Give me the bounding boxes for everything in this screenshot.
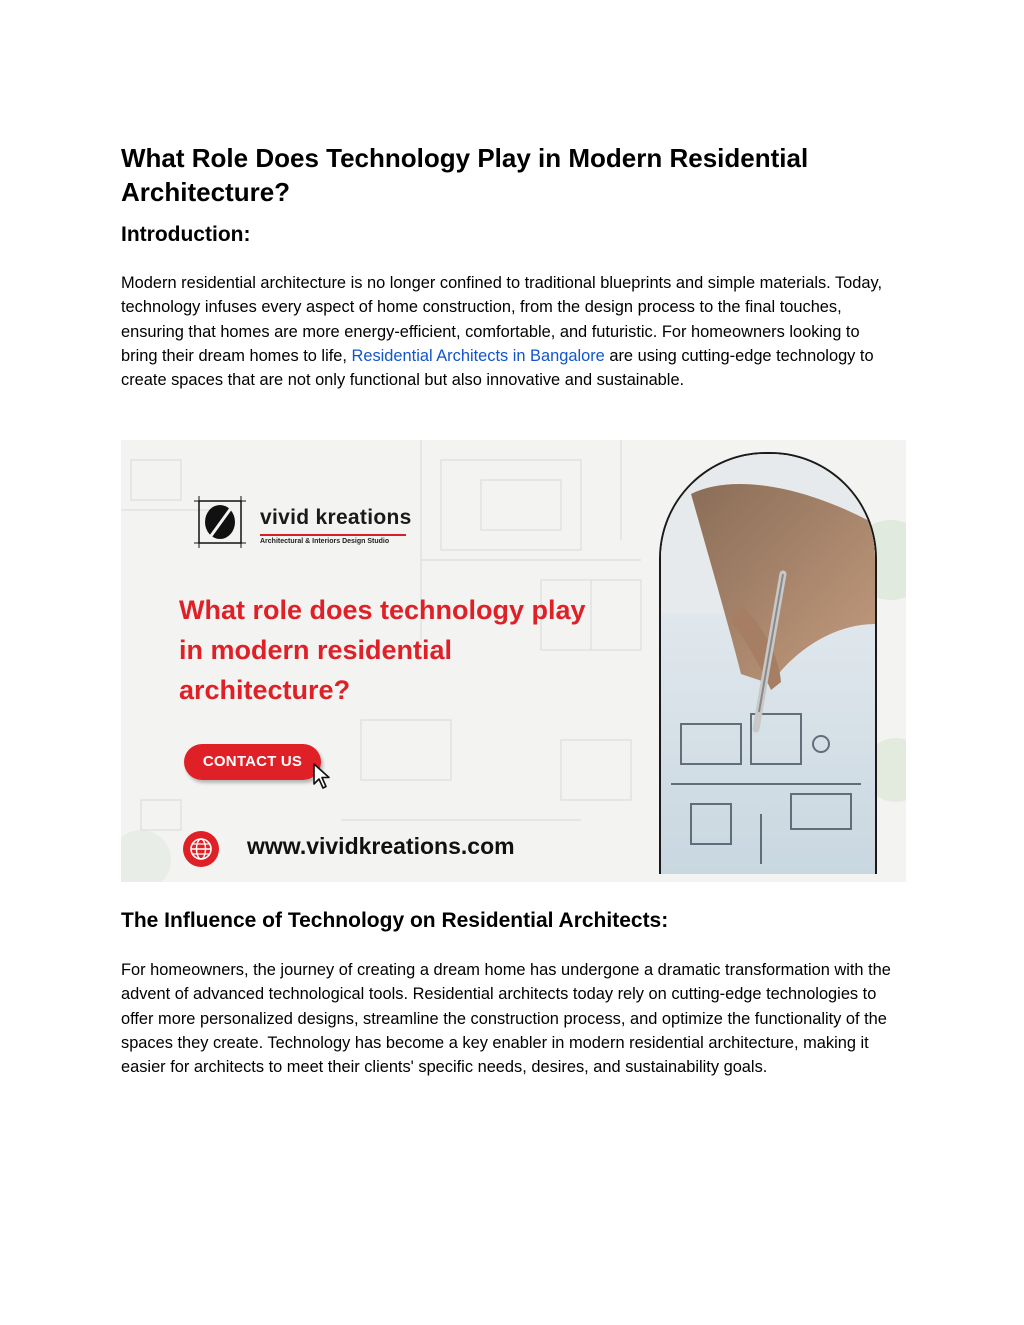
intro-text-after-link: are using cutting-edge technology to create spaces that are not only functional but also innovative and sustainable. xyxy=(121,346,874,390)
intro-paragraph xyxy=(121,271,896,392)
section-paragraph: For homeowners, the journey of creating a dream home has undergone a dramatic transformation with the advent of advanced technological tools. Residential architects today rely on cutting-edge technologies to offer more personalized designs, streamline the construction process, and optimize the functionality of the spaces they create. Technology has become a key enabler in modern residential architecture, making it easier for architects to meet their clients' specific needs, desires, and sustainability goals. xyxy=(121,961,891,1077)
brand-name: vivid kreations xyxy=(260,506,412,529)
banner-headline: What role does technology play in modern residential architecture? xyxy=(179,595,586,705)
logo-mark-icon xyxy=(194,496,246,548)
globe-icon xyxy=(182,830,220,868)
architect-photo xyxy=(659,452,877,874)
banner-image xyxy=(121,440,906,882)
brand-tagline: Architectural & Interiors Design Studio xyxy=(260,538,390,545)
hand-drawing-illustration xyxy=(661,454,875,874)
contact-us-button[interactable]: CONTACT US xyxy=(184,744,321,780)
section-heading: The Influence of Technology on Residential Architects: xyxy=(121,909,669,932)
website-url: www.vividkreations.com xyxy=(247,833,515,859)
intro-heading: Introduction: xyxy=(121,223,251,246)
intro-text-before-link: Modern residential architecture is no longer confined to traditional blueprints and simple materials. Today, technology infuses every aspect of home construction, from the design process to the final touches, ensuring that homes are more energy-efficient, comfortable, and futuristic. For homeowners looking to bring their dream homes to life, xyxy=(121,274,883,365)
brand-underline xyxy=(260,534,406,536)
page-title: What Role Does Technology Play in Modern Residential Architecture? xyxy=(121,143,809,207)
cursor-icon xyxy=(311,762,333,790)
brand-logo xyxy=(194,496,414,554)
residential-architects-link[interactable]: Residential Architects in Bangalore xyxy=(351,346,605,365)
